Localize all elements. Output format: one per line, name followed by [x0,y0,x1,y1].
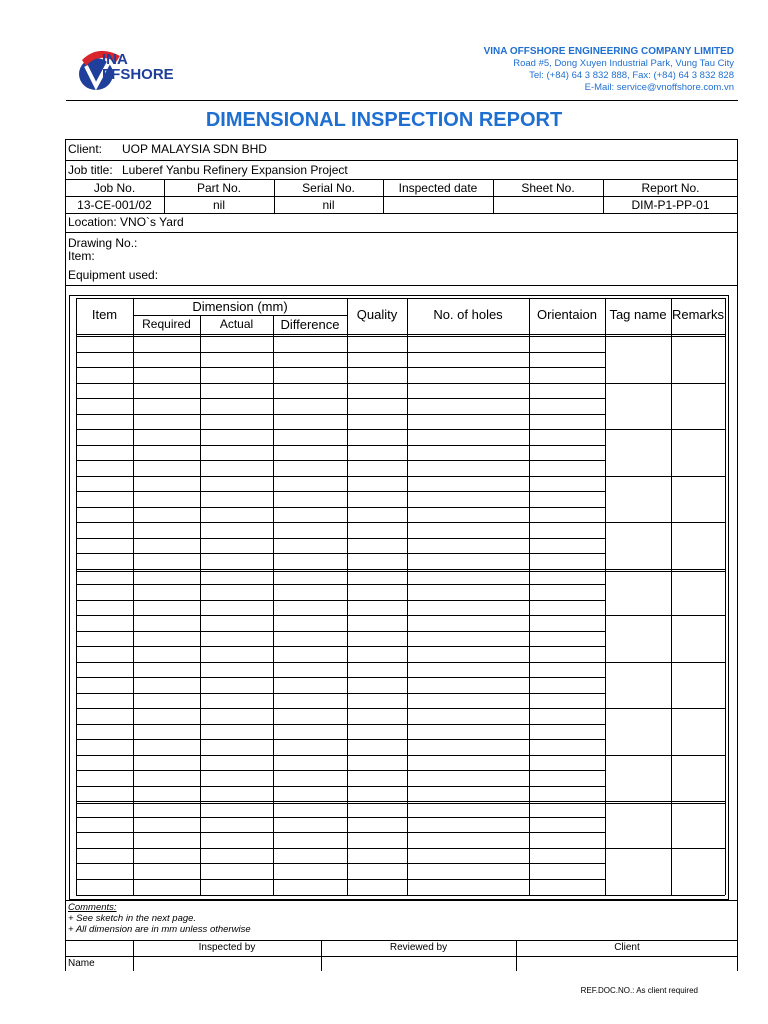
grid-line [76,708,605,709]
grid-line [76,538,605,539]
grid-line [76,739,605,740]
grid-line [76,398,605,399]
grid-line [76,414,605,415]
location-label: Location: VNO`s Yard [68,215,184,229]
grid-line [76,298,77,895]
divider [133,940,134,971]
grid-line [407,298,408,895]
report-no-value: DIM-P1-PP-01 [631,198,710,212]
grid-line [605,429,725,430]
comments-section [68,902,251,935]
inspected-by-header: Inspected by [198,942,256,953]
equipment-used-label: Equipment used: [68,268,159,282]
grid-line [76,646,605,647]
inspected-date-header: Inspected date [398,181,478,195]
grid-line [76,879,605,880]
logo-text [102,52,174,82]
inspection-table [76,298,725,895]
company-info [484,46,734,94]
grid-line [347,298,348,895]
grid-line [76,803,725,804]
client-value: UOP MALAYSIA SDN BHD [122,142,267,156]
company-email: E-Mail: service@vnoffshore.com.vn [584,82,734,93]
grid-line [725,298,726,895]
grid-line [76,507,605,508]
grid-line [76,334,725,335]
job-title-label: Job title: [68,163,113,177]
grid-line [605,298,606,895]
grid-line [605,662,725,663]
grid-line [76,476,605,477]
required-column-header: Required [142,317,191,331]
divider [321,940,322,971]
orientation-column-header: Orientaion [537,307,597,322]
grid-line [200,315,201,895]
holes-column-header: No. of holes [433,307,503,322]
grid-line [76,677,605,678]
grid-line [76,724,605,725]
divider [383,179,384,213]
grid-line [76,615,605,616]
grid-line [76,770,605,771]
comments-title: Comments: [68,902,117,913]
header-divider [66,100,738,101]
serial-no-value: nil [322,198,335,212]
ref-doc-no: REF.DOC.NO.: As client required [580,986,698,995]
grid-line [76,336,725,337]
grid-line [529,298,530,895]
report-title: DIMENSIONAL INSPECTION REPORT [205,109,563,131]
grid-line [273,315,274,895]
divider [65,956,738,957]
part-no-header: Part No. [196,181,241,195]
company-tel: Tel: (+84) 64 3 832 888, Fax: (+84) 64 3 832 828 [529,70,734,81]
grid-line [605,848,725,849]
divider [493,179,494,213]
company-address: Road #5, Dong Xuyen Industrial Park, Vung Tau City [513,58,734,69]
item-column-header: Item [91,307,118,322]
grid-line [605,615,725,616]
item-label: Item: [68,249,95,263]
job-no-value: 13-CE-001/02 [77,198,152,212]
grid-line [671,298,672,895]
divider [65,285,738,286]
actual-column-header: Actual [219,317,254,331]
grid-line [76,298,725,299]
grid-line [76,755,605,756]
grid-line [76,352,605,353]
name-label: Name [68,958,95,969]
company-name: VINA OFFSHORE ENGINEERING COMPANY LIMITED [483,46,734,57]
grid-line [605,801,725,802]
divider [65,232,738,233]
grid-line [76,445,605,446]
logo-text-line2: FFSHORE [102,66,174,83]
remarks-column-header: Remarks [671,307,724,322]
grid-line [76,662,605,663]
report-no-header: Report No. [641,181,700,195]
tag-name-column-header: Tag name [609,307,667,322]
dimension-column-header: Dimension (mm) [192,299,288,314]
quality-column-header: Quality [356,307,398,322]
reviewed-by-header: Reviewed by [389,942,448,953]
grid-line [605,476,725,477]
grid-line [605,755,725,756]
logo-text-line1: INA [102,51,128,68]
grid-line [76,460,605,461]
client-label: Client: [68,142,103,156]
divider [65,196,738,197]
grid-line [605,569,725,570]
divider [516,940,517,971]
grid-line [76,584,605,585]
grid-line [76,569,605,570]
divider [603,179,604,213]
divider [164,179,165,213]
comment-line: + See sketch in the next page. [68,913,197,924]
grid-line [76,895,725,896]
grid-line [76,491,605,492]
divider [65,179,738,180]
difference-column-header: Difference [280,317,340,332]
grid-line [76,553,605,554]
comment-line: + All dimension are in mm unless otherwise [68,924,251,935]
grid-line [76,631,605,632]
grid-line [605,522,725,523]
grid-line [133,298,134,895]
job-title-value: Luberef Yanbu Refinery Expansion Project [122,163,348,177]
grid-line [76,571,725,572]
grid-line [133,315,347,316]
sheet-no-header: Sheet No. [521,181,575,195]
divider [274,179,275,213]
job-no-header: Job No. [93,181,136,195]
grid-line [605,708,725,709]
serial-no-header: Serial No. [302,181,355,195]
grid-line [76,693,605,694]
divider [65,940,738,941]
drawing-no-label: Drawing No.: [68,236,138,250]
grid-line [605,383,725,384]
grid-line [76,600,605,601]
grid-line [76,429,605,430]
grid-line [76,832,605,833]
grid-line [76,817,605,818]
divider [65,213,738,214]
grid-line [76,848,605,849]
grid-line [76,801,605,802]
grid-line [76,786,605,787]
divider [65,900,738,901]
page-header [0,0,768,100]
grid-line [76,383,605,384]
divider [65,160,738,161]
client-header: Client [614,942,640,953]
grid-line [76,522,605,523]
part-no-value: nil [212,198,225,212]
grid-line [76,367,605,368]
grid-line [76,863,605,864]
